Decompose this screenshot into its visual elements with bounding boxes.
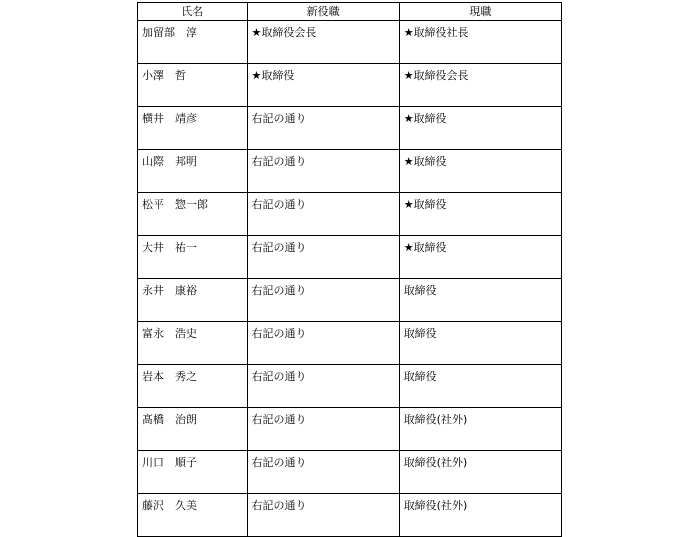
cell-current-position: 取締役 (399, 279, 561, 322)
cell-current-position: 取締役(社外) (399, 408, 561, 451)
cell-new-position: 右記の通り (247, 322, 399, 365)
table-row (138, 279, 562, 322)
cell-name: 山際 邦明 (138, 150, 248, 193)
cell-name: 大井 祐一 (138, 236, 248, 279)
table-row (138, 21, 562, 64)
cell-current-position: 取締役(社外) (399, 451, 561, 494)
cell-new-position: 右記の通り (247, 193, 399, 236)
table-row (138, 322, 562, 365)
table-row (138, 193, 562, 236)
table-row (138, 236, 562, 279)
header-name: 氏名 (138, 3, 248, 21)
cell-name: 加留部 淳 (138, 21, 248, 64)
cell-name: 永井 康裕 (138, 279, 248, 322)
cell-name: 小澤 哲 (138, 64, 248, 107)
cell-new-position: 右記の通り (247, 236, 399, 279)
cell-new-position: 右記の通り (247, 408, 399, 451)
cell-current-position: ★取締役社長 (399, 21, 561, 64)
table-row (138, 150, 562, 193)
cell-name: 岩本 秀之 (138, 365, 248, 408)
cell-new-position: 右記の通り (247, 279, 399, 322)
header-current-position: 現職 (399, 3, 561, 21)
table-header-row (138, 3, 562, 21)
table-row (138, 408, 562, 451)
cell-new-position: 右記の通り (247, 107, 399, 150)
cell-name: 藤沢 久美 (138, 494, 248, 537)
cell-new-position: ★取締役会長 (247, 21, 399, 64)
cell-current-position: ★取締役 (399, 150, 561, 193)
cell-current-position: ★取締役 (399, 107, 561, 150)
cell-current-position: ★取締役会長 (399, 64, 561, 107)
cell-current-position: ★取締役 (399, 193, 561, 236)
cell-name: 富永 浩史 (138, 322, 248, 365)
cell-name: 髙橋 治朗 (138, 408, 248, 451)
table-row (138, 494, 562, 537)
header-new-position: 新役職 (247, 3, 399, 21)
cell-new-position: 右記の通り (247, 494, 399, 537)
table-row (138, 64, 562, 107)
cell-new-position: ★取締役 (247, 64, 399, 107)
table-row (138, 451, 562, 494)
cell-new-position: 右記の通り (247, 150, 399, 193)
cell-name: 横井 靖彦 (138, 107, 248, 150)
table-row (138, 365, 562, 408)
cell-name: 松平 惣一郎 (138, 193, 248, 236)
cell-current-position: ★取締役 (399, 236, 561, 279)
cell-current-position: 取締役 (399, 322, 561, 365)
cell-new-position: 右記の通り (247, 451, 399, 494)
cell-current-position: 取締役(社外) (399, 494, 561, 537)
cell-current-position: 取締役 (399, 365, 561, 408)
executive-changes-table (137, 2, 562, 537)
table-row (138, 107, 562, 150)
cell-name: 川口 順子 (138, 451, 248, 494)
cell-new-position: 右記の通り (247, 365, 399, 408)
